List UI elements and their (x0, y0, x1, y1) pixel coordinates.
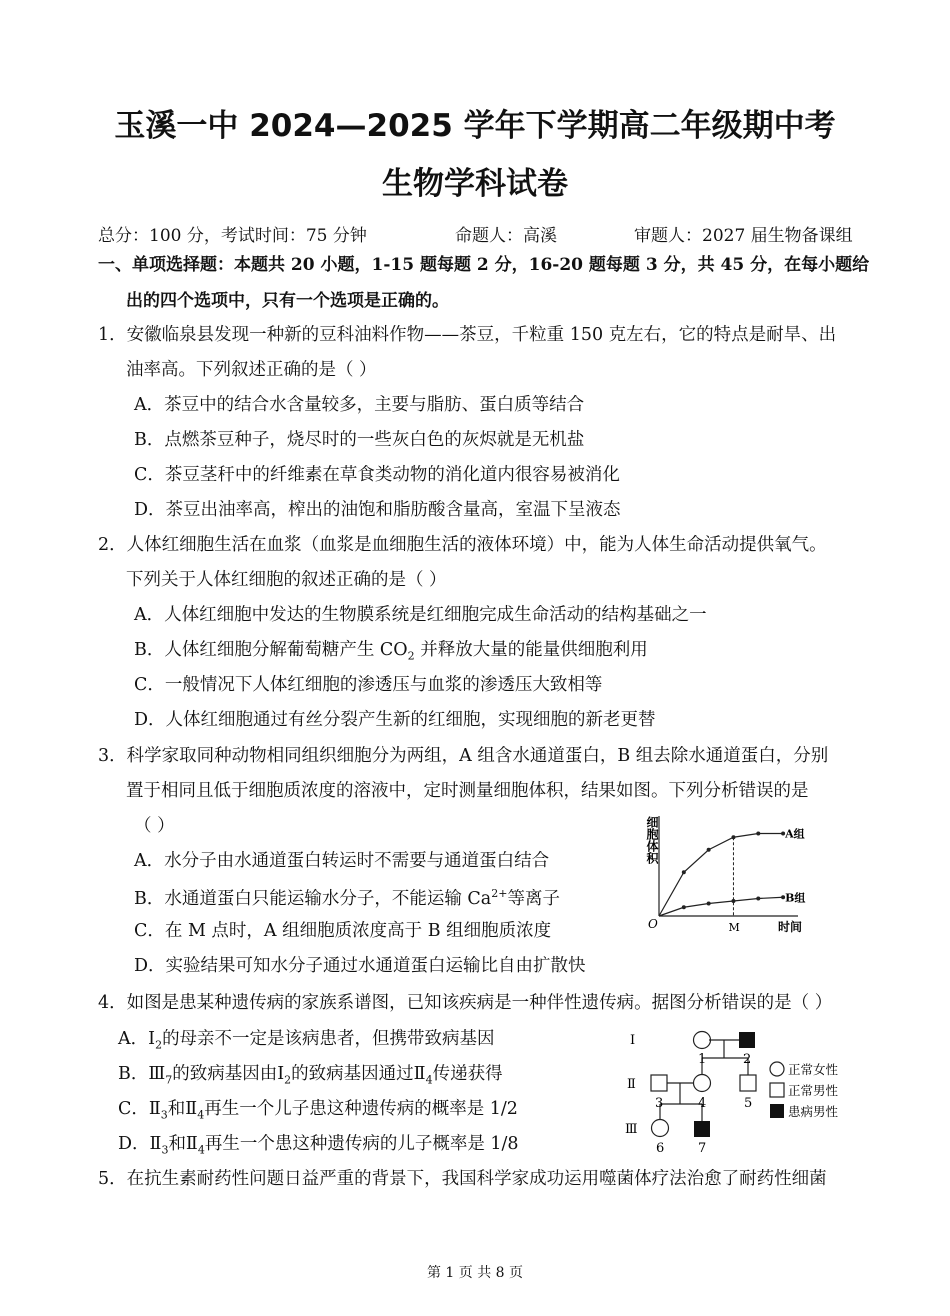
data-point (682, 905, 686, 909)
series-line-a (659, 834, 783, 917)
data-point (756, 832, 760, 836)
individual-6-female (652, 1120, 669, 1137)
individual-2-affected-male (739, 1032, 755, 1048)
label-4: 4 (698, 1096, 707, 1111)
individual-5-male (740, 1075, 756, 1091)
q2-option-c: C．一般情况下人体红细胞的渗透压与血浆的渗透压大致相等 (134, 675, 603, 695)
q2-option-a: A．人体红细胞中发达的生物膜系统是红细胞完成生命活动的结构基础之一 (134, 605, 707, 625)
individual-4-female (694, 1075, 711, 1092)
q4-option-b: B．$Ⅲ_7$的致病基因由$Ⅰ_2$的致病基因通过$Ⅱ_4$传递获得 (118, 1064, 503, 1087)
legend-female-symbol (770, 1062, 784, 1076)
individual-3-male (651, 1075, 667, 1091)
gen-label-1: Ⅰ (630, 1033, 636, 1048)
q4-option-a: A．$Ⅰ_2$的母亲不一定是该病患者，但携带致病基因 (118, 1029, 495, 1052)
legend-female-label: 正常女性 (788, 1062, 839, 1077)
q3-stem: 3．科学家取同种动物相同组织细胞分为两组，A 组含水通道蛋白，B 组去除水通道蛋白，分别 (98, 746, 829, 766)
label-5: 5 (744, 1096, 753, 1111)
chart-xlabel: 时间 (778, 920, 803, 934)
legend-affected-symbol (770, 1104, 784, 1118)
chart-origin: O (648, 917, 658, 931)
data-point (707, 848, 711, 852)
q2-option-d: D．人体红细胞通过有丝分裂产生新的红细胞，实现细胞的新老更替 (134, 710, 656, 730)
q3-stem-cont: 置于相同且低于细胞质浓度的溶液中，定时测量细胞体积，结果如图。下列分析错误的是 (126, 781, 809, 801)
q4-option-d: D．$Ⅱ_3$和$Ⅱ_4$再生一个患这种遗传病的儿子概率是 1/8 (118, 1134, 519, 1157)
q4-option-c: C．$Ⅱ_3$和$Ⅱ_4$再生一个儿子患这种遗传病的概率是 1/2 (118, 1099, 518, 1122)
data-point (707, 902, 711, 906)
legend-male-label: 正常男性 (788, 1083, 839, 1098)
q3-option-c: C．在 M 点时，A 组细胞质浓度高于 B 组细胞质浓度 (134, 921, 552, 941)
exam-subtitle: 生物学科试卷 (382, 166, 568, 202)
q4-stem: 4．如图是患某种遗传病的家族系谱图，已知该疾病是一种伴性遗传病。据图分析错误的是（ ） (98, 993, 833, 1013)
data-point (756, 897, 760, 901)
exam-title: 玉溪一中 2024—2025 学年下学期高二年级期中考 (114, 108, 836, 144)
individual-1-female (694, 1032, 711, 1049)
q1-option-a: A．茶豆中的结合水含量较多，主要与脂肪、蛋白质等结合 (134, 395, 585, 415)
q3-option-d: D．实验结果可知水分子通过水通道蛋白运输比自由扩散快 (134, 956, 586, 976)
series-line-b (659, 897, 783, 916)
q1-option-d: D．茶豆出油率高，榨出的油饱和脂肪酸含量高，室温下呈液态 (134, 500, 621, 520)
reviewer: 审题人：2027 届生物备课组 (634, 226, 853, 246)
author: 命题人：高溪 (455, 226, 557, 246)
q2-stem: 2．人体红细胞生活在血浆（血浆是血细胞生活的液体环境）中，能为人体生命活动提供氧气。 (98, 535, 827, 555)
page-footer: 第 1 页 共 8 页 (426, 1265, 524, 1281)
section-heading-cont: 出的四个选项中，只有一个选项是正确的。 (126, 291, 449, 311)
cell-volume-chart (630, 808, 820, 938)
individual-7-affected-male (694, 1121, 710, 1137)
total-score: 总分：100 分，考试时间：75 分钟 (98, 226, 367, 246)
q3-option-b: B．水通道蛋白只能运输水分子，不能运输 $Ca^{2+}$等离子 (134, 887, 560, 909)
q5-stem: 5．在抗生素耐药性问题日益严重的背景下，我国科学家成功运用噬菌体疗法治愈了耐药性细菌 (98, 1169, 827, 1189)
q1-option-b: B．点燃茶豆种子，烧尽时的一些灰白色的灰烬就是无机盐 (134, 430, 585, 450)
label-2: 2 (743, 1052, 752, 1067)
series-label: B组 (785, 891, 806, 905)
q1-stem-cont: 油率高。下列叙述正确的是（ ） (126, 360, 377, 380)
label-1: 1 (698, 1052, 707, 1067)
label-6: 6 (656, 1141, 665, 1156)
data-point (682, 870, 686, 874)
data-point (731, 835, 735, 839)
q3-option-a: A．水分子由水通道蛋白转运时不需要与通道蛋白结合 (134, 851, 550, 871)
legend-affected-label: 患病男性 (788, 1104, 839, 1119)
data-point (731, 899, 735, 903)
q3-stem-paren: （ ） (134, 816, 175, 836)
q2-stem-cont: 下列关于人体红细胞的叙述正确的是（ ） (126, 570, 447, 590)
q1-stem: 1．安徽临泉县发现一种新的豆科油料作物——茶豆，千粒重 150 克左右，它的特点是耐旱、出 (98, 325, 837, 345)
chart-ylabel: 细胞体积 (645, 816, 659, 864)
q1-option-c: C．茶豆茎秆中的纤维素在草食类动物的消化道内很容易被消化 (134, 465, 620, 485)
section-heading: 一、单项选择题：本题共 20 小题，1-15 题每题 2 分，16-20 题每题 3 分，共 45 分，在每小题给 (98, 255, 870, 275)
gen-label-2: Ⅱ (627, 1077, 636, 1092)
q2-option-b: B．人体红细胞分解葡萄糖产生 $CO_2$ 并释放大量的能量供细胞利用 (134, 640, 648, 663)
pedigree-chart (620, 1022, 860, 1157)
legend-male-symbol (770, 1083, 784, 1097)
marker-m-label: M (728, 921, 740, 934)
label-3: 3 (655, 1096, 664, 1111)
gen-label-3: Ⅲ (625, 1122, 638, 1137)
label-7: 7 (698, 1141, 707, 1156)
series-label: A组 (785, 827, 805, 841)
